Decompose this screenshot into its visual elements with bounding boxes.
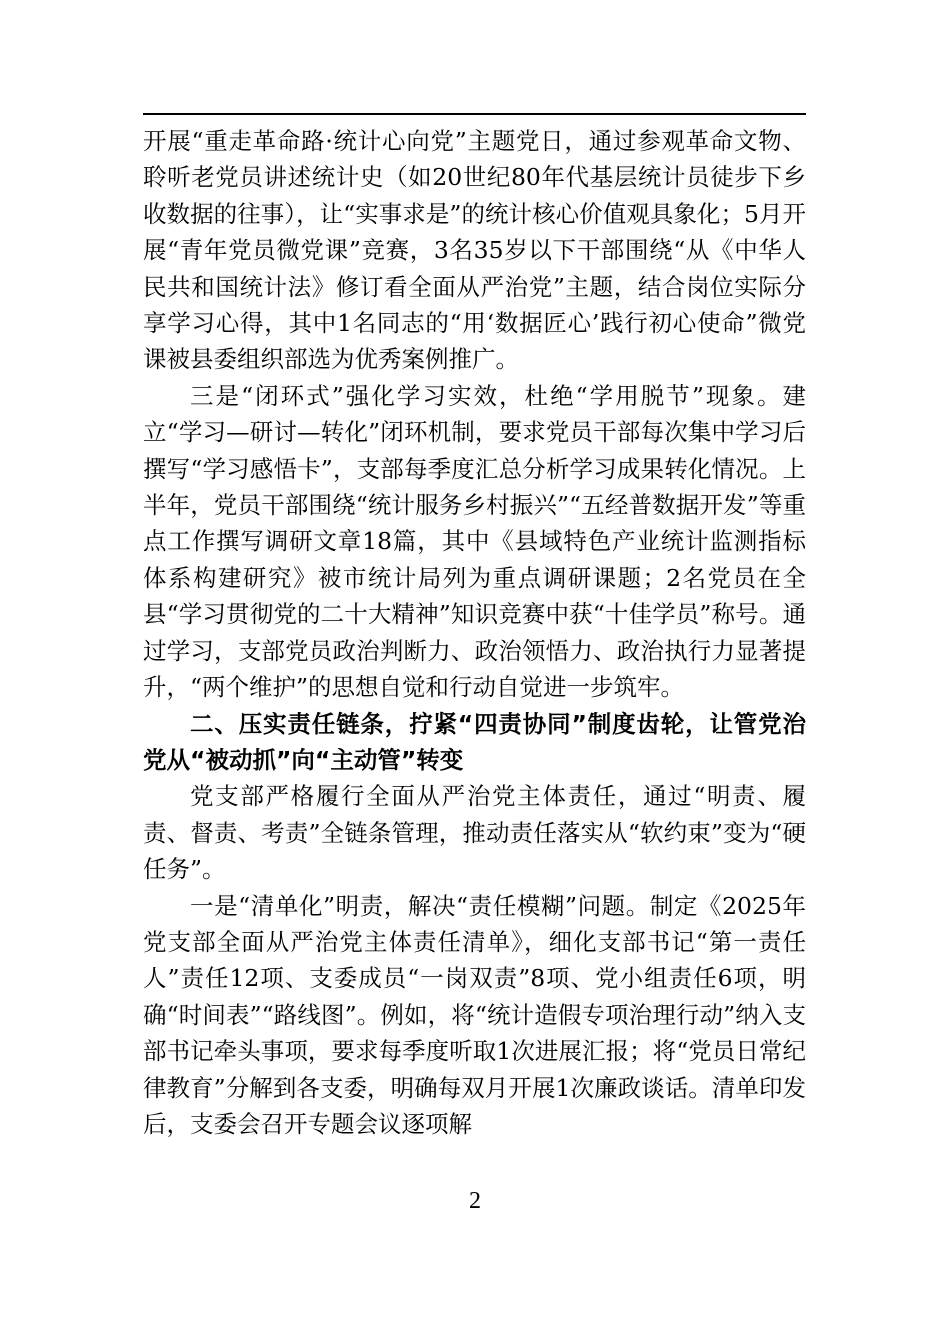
paragraph-responsibility-intro: 党支部严格履行全面从严治党主体责任，通过“明责、履责、督责、考责”全链条管理，推动责任落实从“软约束”变为“硬任务”。 (143, 782, 806, 884)
page-number: 2 (469, 1188, 481, 1214)
paragraph-closed-loop-learning: 三是“闭环式”强化学习实效，杜绝“学用脱节”现象。建立“学习—研讨—转化”闭环机制，要求党员干部每次集中学习后撰写“学习感悟卡”，支部每季度汇总分析学习成果转化情况。上半年，党员干部围绕“统计服务乡村振兴”“五经普数据开发”等重点工作撰写调研文章18篇，其中《县域特色产业统计监测指标体系构建研究》被市统计局列为重点调研课题；2名党员在全县“学习贯彻党的二十大精神”知识竞赛中获“十佳学员”称号。通过学习，支部党员政治判断力、政治领悟力、政治执行力显著提升，“两个维护”的思想自觉和行动自觉进一步筑牢。 (143, 381, 806, 702)
document-body (143, 123, 806, 1142)
section-heading-responsibility: 二、压实责任链条，拧紧“四责协同”制度齿轮，让管党治党从“被动抓”向“主动管”转变 (143, 709, 806, 774)
header-rule (143, 113, 806, 115)
paragraph-continuation: 开展“重走革命路·统计心向党”主题党日，通过参观革命文物、聆听老党员讲述统计史（如20世纪80年代基层统计员徒步下乡收数据的往事），让“实事求是”的统计核心价值观具象化；5月开展“青年党员微党课”竞赛，3名35岁以下干部围绕“从《中华人民共和国统计法》修订看全面从严治党”主题，结合岗位实际分享学习心得，其中1名同志的“用‘数据匠心’践行初心使命”微党课被县委组织部选为优秀案例推广。 (143, 127, 806, 374)
paragraph-responsibility-list: 一是“清单化”明责，解决“责任模糊”问题。制定《2025年党支部全面从严治党主体责任清单》，细化支部书记“第一责任人”责任12项、支委成员“一岗双责”8项、党小组责任6项，明确“时间表”“路线图”。例如，将“统计造假专项治理行动”纳入支部书记牵头事项，要求每季度听取1次进展汇报；将“党员日常纪律教育”分解到各支委，明确每双月开展1次廉政谈话。清单印发后，支委会召开专题会议逐项解 (143, 891, 806, 1138)
